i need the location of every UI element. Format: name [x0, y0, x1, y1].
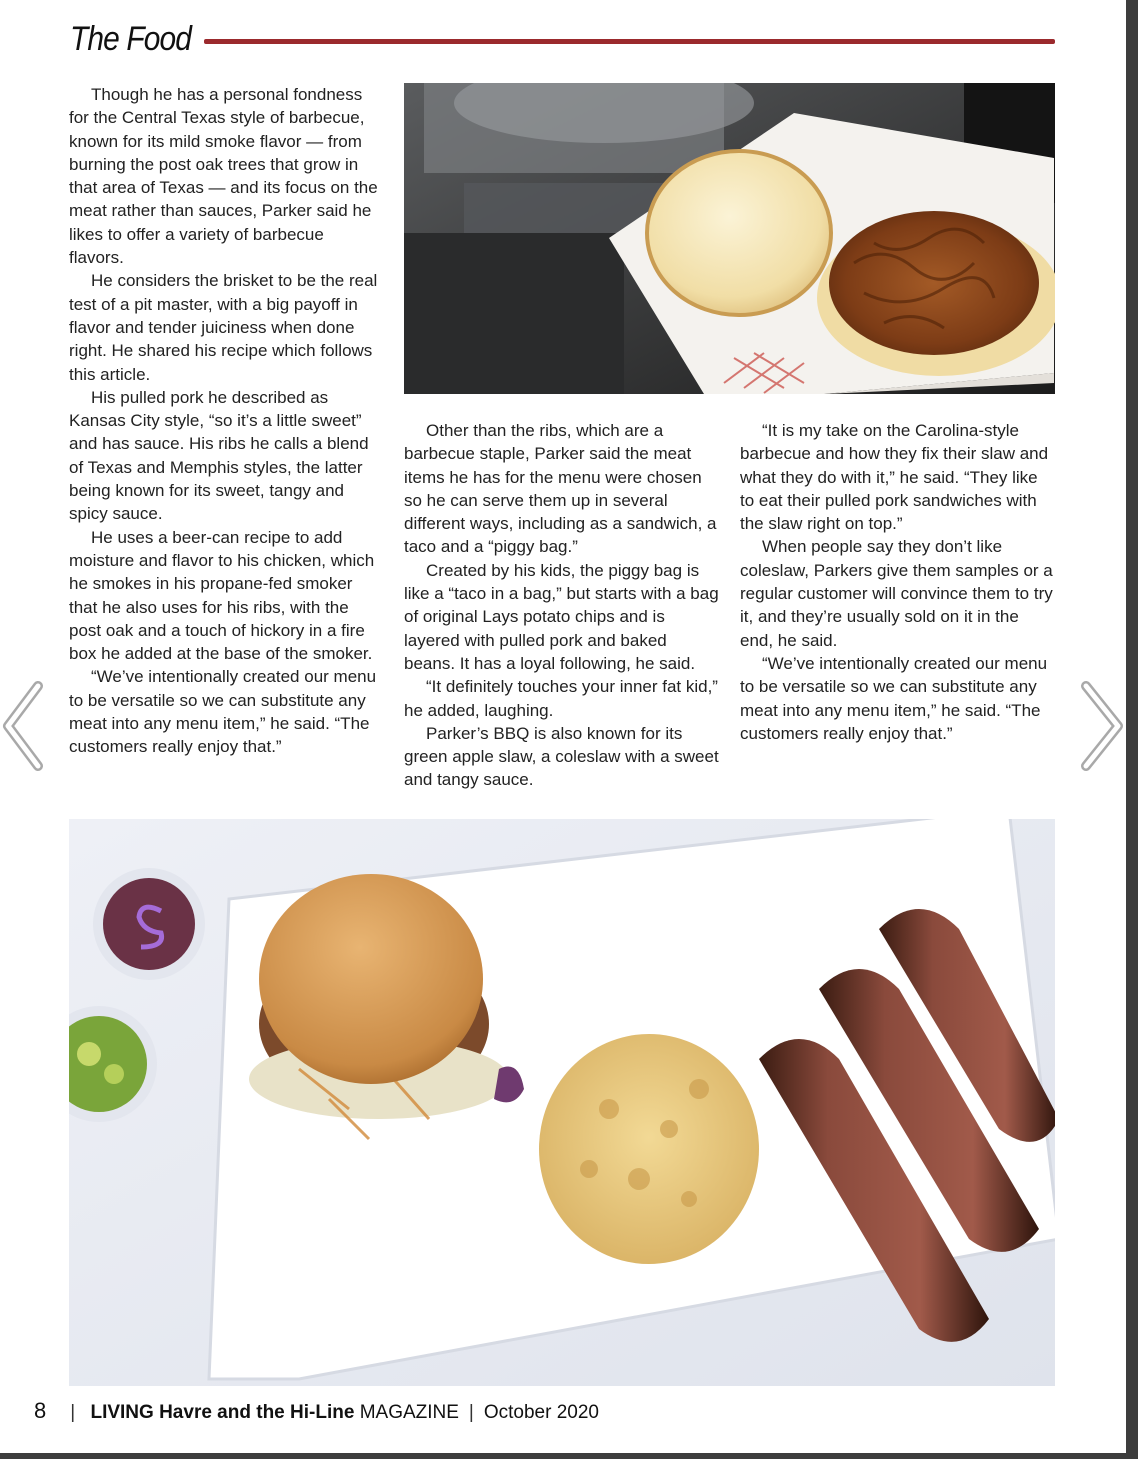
- magazine-suffix: MAGAZINE: [359, 1402, 459, 1423]
- next-page-arrow-icon[interactable]: [1078, 678, 1126, 774]
- issue-date: October 2020: [483, 1402, 599, 1423]
- article-column-2: [404, 419, 722, 792]
- paragraph: Created by his kids, the piggy bag is like a “taco in a bag,” but starts with a bag of original Lays potato chips and is layered with pulled pork and baked beans. It has a loyal following, he said.: [404, 560, 719, 673]
- title-rule: [204, 39, 1055, 44]
- magazine-name: LIVING Havre and the Hi-Line: [90, 1402, 355, 1423]
- footer-divider: |: [468, 1402, 474, 1423]
- paragraph: When people say they don’t like coleslaw, Parkers give them samples or a regular customer will convince them to try it, and they’re usually sold on it in the end, he said.: [740, 537, 1053, 650]
- footer-divider: |: [70, 1402, 76, 1423]
- paragraph: “It is my take on the Carolina-style barbecue and how they fix their slaw and what they do with it,” he said. “They like to eat their pulled pork sandwiches with the slaw right on top.”: [740, 421, 1049, 534]
- paragraph: Though he has a personal fondness for the Central Texas style of barbecue, known for its mild smoke flavor — from burning the post oak trees that grow in that area of Texas — and its focus on the meat rather than sauces, Parker said he likes to offer a variety of barbecue flavors.: [69, 85, 378, 268]
- paragraph: “It definitely touches your inner fat kid,” he added, laughing.: [404, 677, 718, 720]
- page-number: 8: [34, 1398, 47, 1423]
- pulled-pork-illustration: [404, 83, 1055, 394]
- paragraph: He considers the brisket to be the real test of a pit master, with a big payoff in flavor and tender juiciness when done right. He shared his recipe which follows this article.: [69, 271, 378, 384]
- paragraph: “We’ve intentionally created our menu to be versatile so we can substitute any meat into any menu item,” he said. “The customers really enjoy that.”: [740, 653, 1048, 743]
- previous-page-arrow-icon[interactable]: [0, 678, 48, 774]
- paragraph: “We’ve intentionally created our menu to be versatile so we can substitute any meat into any menu item,” he said. “The customers really enjoy that.”: [69, 667, 377, 757]
- page-footer: [34, 1398, 599, 1424]
- paragraph: He uses a beer-can recipe to add moisture and flavor to his chicken, which he smokes in his propane-fed smoker that he also uses for his ribs, with the post oak and a touch of hickory in a fire box he added at the base of the smoker.: [69, 527, 375, 664]
- paragraph: His pulled pork he described as Kansas City style, “so it’s a little sweet” and has sauce. His ribs he calls a blend of Texas and Memphis styles, the latter being known for its sweet, tangy and spicy sauce.: [69, 387, 369, 524]
- paragraph: Other than the ribs, which are a barbecue staple, Parker said the meat items he has for the menu were chosen so he can serve them up in several different ways, including as a sandwich, a taco and a “piggy bag.”: [404, 421, 717, 557]
- section-title: The Food: [70, 20, 192, 58]
- pulled-pork-photo: [404, 83, 1055, 394]
- bbq-plate-photo: [69, 819, 1055, 1386]
- viewer-edge: [0, 1453, 1138, 1459]
- article-column-1: [69, 83, 383, 759]
- paragraph: Parker’s BBQ is also known for its green apple slaw, a coleslaw with a sweet and tangy sauce.: [404, 723, 719, 790]
- viewer-edge: [1126, 0, 1138, 1459]
- article-column-3: [740, 419, 1056, 745]
- bbq-plate-illustration: [69, 819, 1055, 1386]
